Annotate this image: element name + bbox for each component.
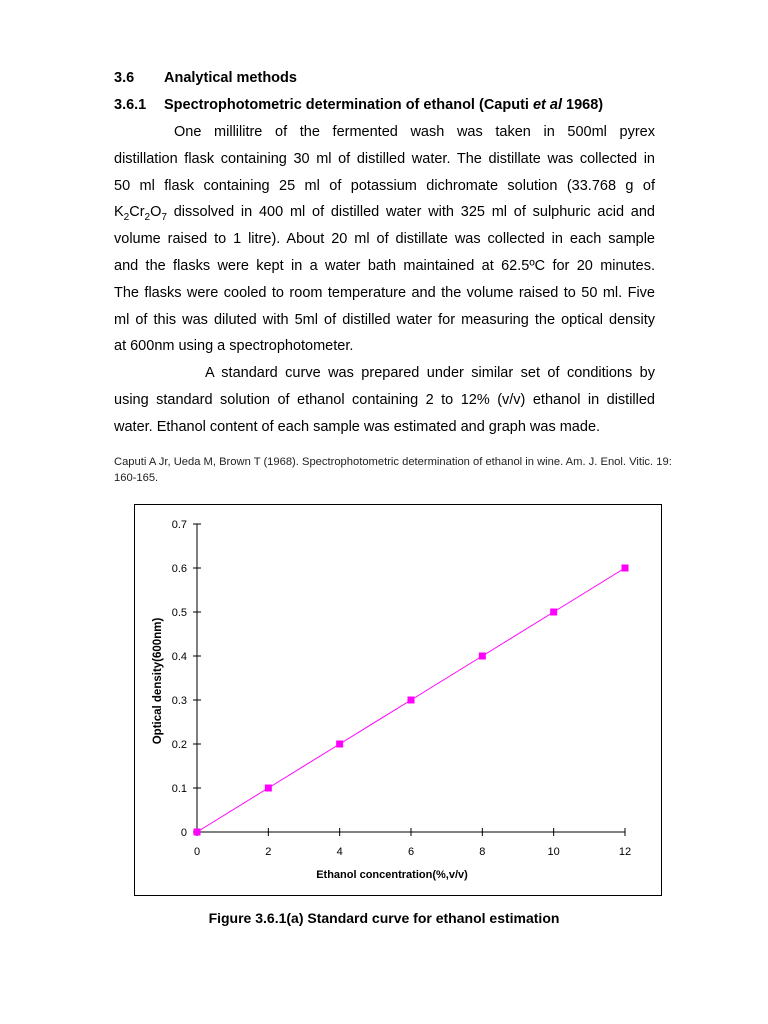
x-tick-label: 6 — [407, 846, 415, 858]
paragraph-2-line: using standard solution of ethanol containing 2 to 12% (v/v) ethanol in distilled — [114, 391, 655, 408]
data-point — [194, 829, 201, 836]
figure-caption: Figure 3.6.1(a) Standard curve for ethanol estimation — [208, 910, 560, 926]
x-tick-label: 2 — [265, 846, 272, 858]
y-tick-label: 0.6 — [171, 563, 187, 575]
section-heading — [114, 70, 297, 86]
reference-line: 160-165. — [114, 472, 159, 484]
paragraph-1-line: at 600nm using a spectrophotometer. — [114, 338, 354, 355]
x-tick-label: 0 — [193, 846, 201, 858]
chart-frame — [134, 504, 662, 896]
paragraph-1-line: The flasks were cooled to room temperature and the volume raised to 50 ml. Five — [114, 284, 655, 301]
y-tick-label: 0.5 — [171, 607, 187, 619]
paragraph-1 — [114, 119, 655, 360]
formula-sub: 2 — [123, 212, 130, 224]
formula-cr: Cr — [129, 204, 145, 221]
y-tick-label: 0.7 — [171, 519, 187, 531]
reference-line: Caputi A Jr, Ueda M, Brown T (1968). Spectrophotometric determination of ethanol in wine. Am. J. Enol. Vitic. 19: — [114, 456, 672, 468]
chart-axes — [197, 524, 625, 832]
subsection-number: 3.6.1 — [114, 97, 147, 113]
paragraph-1-line: One millilitre of the fermented wash was taken in 500ml pyrex — [174, 124, 655, 140]
data-point — [622, 565, 629, 572]
section-number: 3.6 — [114, 70, 135, 86]
x-tick-label: 4 — [336, 846, 343, 858]
section-title: Analytical methods — [164, 70, 297, 86]
paragraph-1-line: ml of this was diluted with 5ml of distilled water for measuring the optical density — [114, 311, 655, 328]
reference — [114, 454, 674, 486]
y-tick-label: 0.2 — [171, 739, 187, 751]
formula-sub: 2 — [144, 212, 151, 224]
formula-k: K — [114, 204, 124, 221]
paragraph-1-line: and the flasks were kept in a water bath maintained at 62.5ºC for 20 minutes. — [114, 257, 655, 274]
paragraph-2-line: water. Ethanol content of each sample was estimated and graph was made. — [114, 418, 601, 435]
paragraph-1-line-formula — [114, 199, 655, 226]
data-point — [479, 653, 486, 660]
x-tick-label: 8 — [479, 846, 486, 858]
y-axis-label: Optical density(600nm) — [152, 617, 164, 745]
paragraph-2-line: A standard curve was prepared under similar set of conditions by — [205, 365, 655, 381]
chart-svg — [135, 505, 661, 895]
x-tick-label: 10 — [547, 846, 560, 858]
formula-sub: 7 — [161, 212, 167, 224]
paragraph-1-line: volume raised to 1 litre). About 20 ml of distillate was collected in each sample — [114, 231, 655, 248]
y-tick-label: 0.3 — [171, 695, 187, 707]
x-tick-label: 12 — [618, 846, 632, 858]
x-axis-label: Ethanol concentration(%,v/v) — [316, 869, 468, 881]
data-point — [550, 609, 557, 616]
chart-series — [194, 565, 629, 836]
subsection-title-post: 1968) — [561, 97, 604, 113]
subsection-title-italic: et al — [532, 97, 562, 113]
subsection-title-pre: Spectrophotometric determination of ethanol (Caputi — [164, 97, 533, 113]
paragraph-1-line: 50 ml flask containing 25 ml of potassium dichromate solution (33.768 g of — [114, 177, 655, 194]
y-tick-label: 0.1 — [171, 783, 187, 795]
data-point — [265, 785, 272, 792]
paragraph-1-line: distillation flask containing 30 ml of distilled water. The distillate was collected in — [114, 150, 655, 167]
subsection-heading — [114, 97, 603, 113]
formula-rest: dissolved in 400 ml of distilled water with 325 ml of sulphuric acid and — [166, 204, 655, 221]
y-tick-label: 0 — [180, 827, 187, 839]
data-point — [408, 697, 415, 704]
y-tick-label: 0.4 — [171, 651, 187, 663]
formula-o: O — [150, 204, 162, 221]
paragraph-2 — [114, 360, 655, 440]
data-point — [336, 741, 343, 748]
